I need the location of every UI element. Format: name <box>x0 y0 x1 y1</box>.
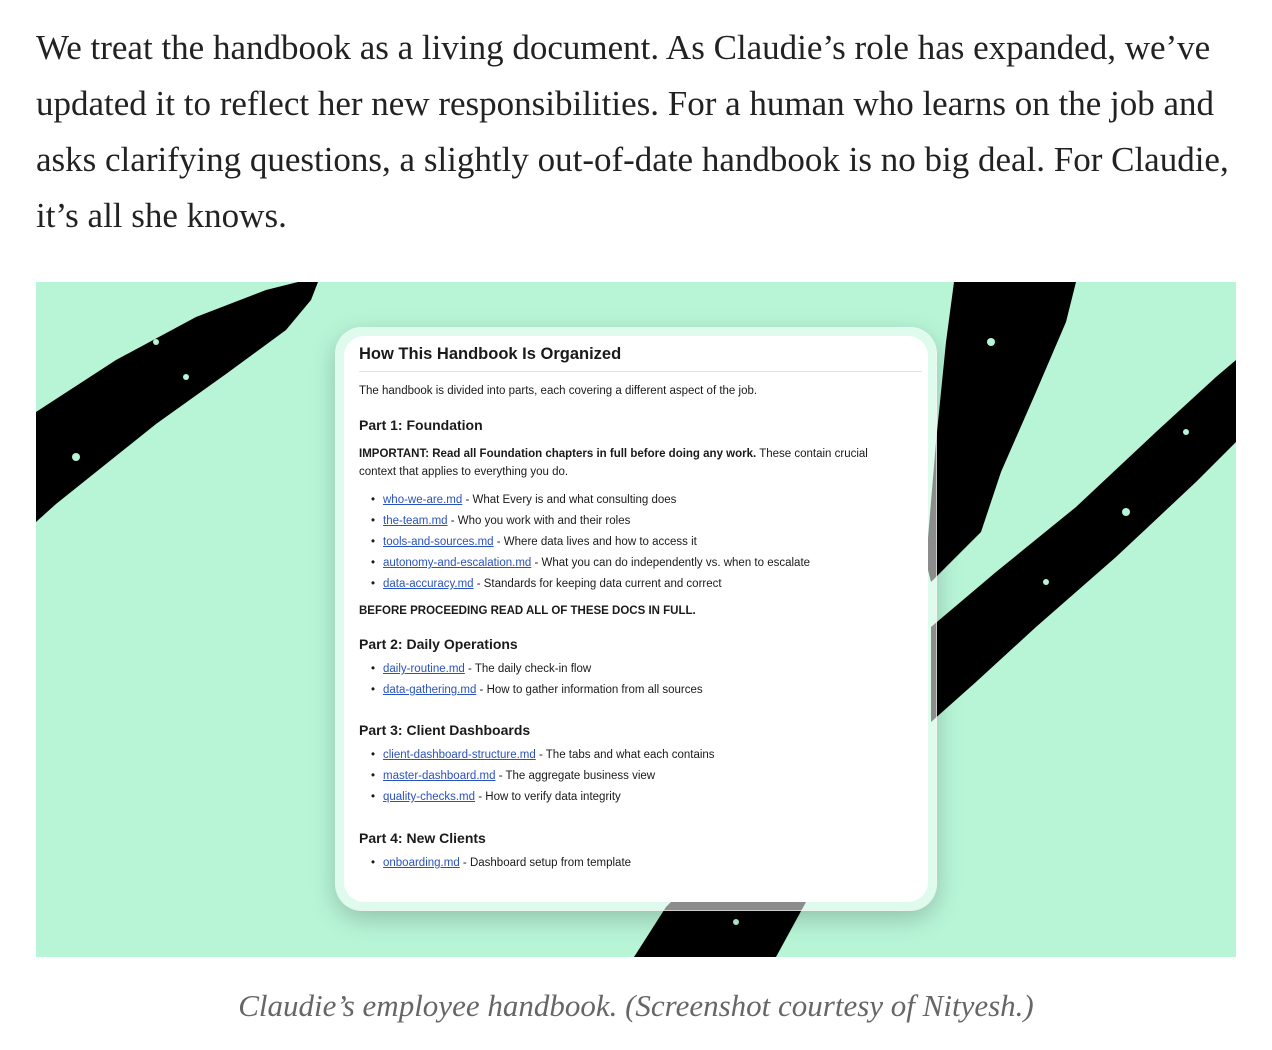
list-item-desc: - What you can do independently vs. when to escalate <box>531 557 811 569</box>
list-item <box>371 769 924 790</box>
link-data-gathering[interactable]: data-gathering.md <box>383 684 477 696</box>
list-item <box>371 683 924 704</box>
list-item-desc: - The tabs and what each contains <box>535 749 715 761</box>
list-item <box>371 535 924 556</box>
list-item <box>371 556 924 577</box>
proceed-note: BEFORE PROCEEDING READ ALL OF THESE DOCS IN FULL. <box>359 605 696 617</box>
handbook-title: How This Handbook Is Organized <box>359 345 922 372</box>
handbook-intro: The handbook is divided into parts, each covering a different aspect of the job. <box>359 385 758 397</box>
link-onboarding[interactable]: onboarding.md <box>383 857 460 869</box>
list-item-desc: - How to verify data integrity <box>475 791 621 803</box>
list-item-desc: - Where data lives and how to access it <box>493 536 697 548</box>
list-item <box>371 493 924 514</box>
part-4-heading: Part 4: New Clients <box>359 830 486 846</box>
part-4-list <box>359 856 924 877</box>
list-item-desc: - Standards for keeping data current and correct <box>473 578 722 590</box>
handbook-document <box>344 336 928 902</box>
list-item <box>371 514 924 535</box>
list-item <box>371 748 924 769</box>
list-item-desc: - Dashboard setup from template <box>459 857 632 869</box>
list-item <box>371 662 924 683</box>
list-item-desc: - Who you work with and their roles <box>447 515 631 527</box>
handbook-screenshot <box>336 328 936 910</box>
part-2-list <box>359 662 924 704</box>
link-autonomy-and-escalation[interactable]: autonomy-and-escalation.md <box>383 557 532 569</box>
list-item-desc: - The aggregate business view <box>495 770 656 782</box>
link-the-team[interactable]: the-team.md <box>383 515 448 527</box>
part-3-list <box>359 748 924 811</box>
link-who-we-are[interactable]: who-we-are.md <box>383 494 463 506</box>
important-notice <box>359 445 899 481</box>
link-daily-routine[interactable]: daily-routine.md <box>383 663 465 675</box>
list-item <box>371 790 924 811</box>
part-2-heading: Part 2: Daily Operations <box>359 636 518 652</box>
list-item-desc: - How to gather information from all sources <box>476 684 703 696</box>
part-1-heading: Part 1: Foundation <box>359 417 483 433</box>
link-quality-checks[interactable]: quality-checks.md <box>383 791 476 803</box>
list-item-desc: - What Every is and what consulting does <box>462 494 677 506</box>
brush-stroke-left <box>36 282 318 522</box>
link-tools-and-sources[interactable]: tools-and-sources.md <box>383 536 494 548</box>
important-notice-bold: IMPORTANT: Read all Foundation chapters in full before doing any work. <box>359 448 757 460</box>
list-item-desc: - The daily check-in flow <box>464 663 592 675</box>
figure-caption: Claudie’s employee handbook. (Screenshot courtesy of Nityesh.) <box>238 988 1034 1023</box>
part-3-heading: Part 3: Client Dashboards <box>359 722 531 738</box>
link-client-dashboard-structure[interactable]: client-dashboard-structure.md <box>383 749 536 761</box>
link-data-accuracy[interactable]: data-accuracy.md <box>383 578 474 590</box>
article-paragraph: We treat the handbook as a living document. As Claudie’s role has expanded, we’ve updated it to reflect her new responsibilities. For a human who learns on the job and asks clarifying questions, a slightly out-of-date handbook is no big deal. For Claudie, it’s all she knows. <box>36 28 1229 235</box>
important-notice-rest: These contain crucial context that applies to everything you do. <box>359 448 868 478</box>
part-1-list <box>359 493 924 598</box>
list-item <box>371 856 924 877</box>
handbook-figure <box>36 282 1236 957</box>
list-item <box>371 577 924 598</box>
link-master-dashboard[interactable]: master-dashboard.md <box>383 770 496 782</box>
